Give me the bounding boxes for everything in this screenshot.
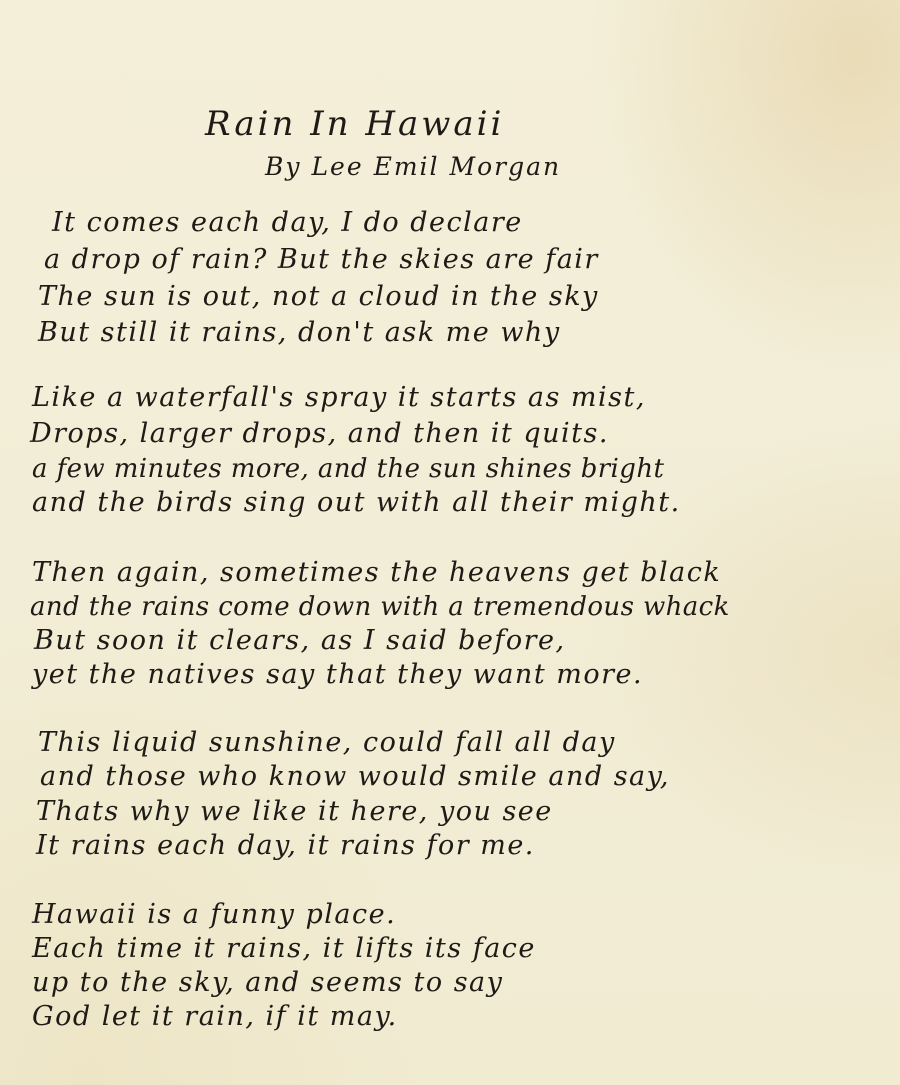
poem-line: yet the natives say that they want more. — [32, 659, 644, 690]
poem-line: and the birds sing out with all their might. — [32, 487, 681, 518]
poem-line: God let it rain, if it may. — [32, 1001, 398, 1032]
poem-line: Like a waterfall's spray it starts as mist, — [32, 382, 646, 413]
poem-line: Hawaii is a funny place. — [32, 899, 397, 930]
poem-line: It comes each day, I do declare — [52, 207, 523, 238]
poem-line: But soon it clears, as I said before, — [34, 625, 566, 656]
poem-line: Drops, larger drops, and then it quits. — [30, 418, 609, 449]
poem-line: Each time it rains, it lifts its face — [32, 933, 536, 964]
poem-line: Thats why we like it here, you see — [36, 796, 553, 827]
poem-line: The sun is out, not a cloud in the sky — [38, 281, 599, 312]
poem-line: Then again, sometimes the heavens get black — [32, 557, 722, 588]
poem-line: a drop of rain? But the skies are fair — [44, 244, 599, 275]
poem-line: But still it rains, don't ask me why — [38, 317, 561, 348]
poem-line: and the rains come down with a tremendous whack — [30, 592, 730, 622]
poem-byline: By Lee Emil Morgan — [265, 152, 562, 181]
poem-line: It rains each day, it rains for me. — [36, 830, 535, 861]
poem-line: up to the sky, and seems to say — [32, 967, 504, 998]
poem-line: a few minutes more, and the sun shines bright — [32, 454, 665, 484]
poem-line: This liquid sunshine, could fall all day — [38, 727, 616, 758]
poem-title: Rain In Hawaii — [205, 104, 505, 144]
poem-line: and those who know would smile and say, — [40, 761, 670, 792]
